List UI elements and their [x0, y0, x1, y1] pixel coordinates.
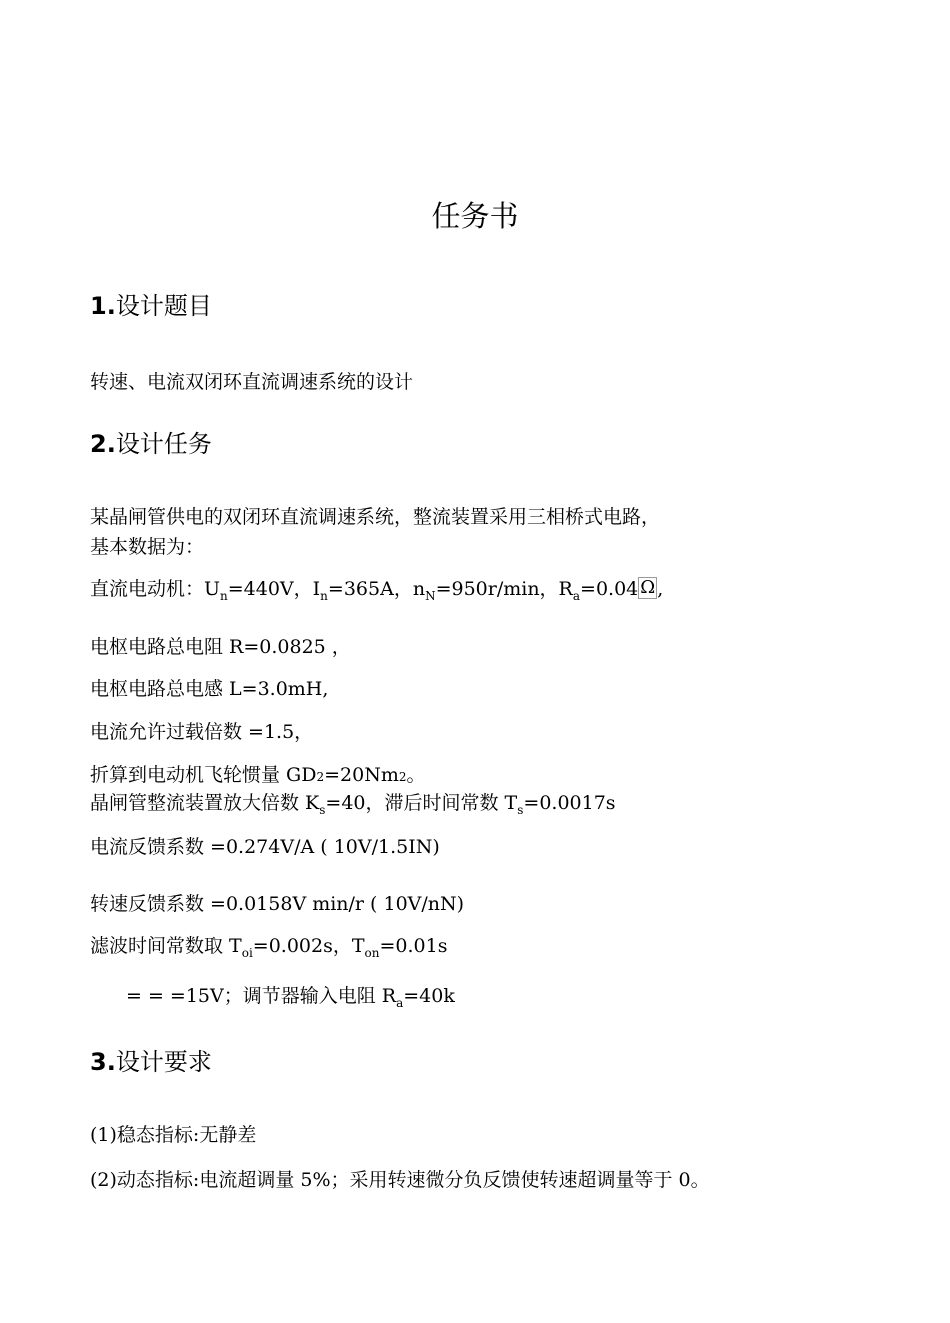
requirement-steady-state: (1)稳态指标:无静差	[90, 1124, 257, 1146]
section-heading-1	[90, 289, 212, 323]
ohm-symbol: Ω	[640, 577, 656, 598]
regulator-limits: = = =15V；调节器输入电阻 $R_a=40k$	[126, 985, 455, 1010]
section-number: 1.	[90, 292, 116, 320]
section-title: 设计题目	[115, 292, 212, 320]
section-number: 2.	[90, 430, 116, 458]
section-title: 设计要求	[115, 1048, 212, 1076]
task-intro-line-2: 基本数据为：	[90, 536, 205, 558]
design-topic: 转速、电流双闭环直流调速系统的设计	[90, 371, 414, 393]
motor-parameters: 直流电动机：$U_n=440V$，$I_n=365A$，$n_N=950r/\min$，$R_a=0.04$ Ω ,	[90, 577, 664, 603]
filter-time-constants: 滤波时间常数取 $T_{oi}=0.002s$，$T_{on}=0.01s$	[90, 935, 448, 960]
speed-feedback-coefficient: 转速反馈系数 =0.0158V min/r ( 10V/nN)	[90, 893, 465, 915]
section-number: 3.	[90, 1048, 116, 1076]
current-feedback-coefficient: 电流反馈系数 =0.274V/A ( 10V/1.5IN)	[90, 836, 440, 858]
document-title: 任务书	[431, 199, 519, 233]
overload-factor: 电流允许过载倍数 =1.5，	[90, 721, 314, 743]
armature-resistance: 电枢电路总电阻 R=0.0825 ，	[90, 636, 351, 658]
section-heading-3	[90, 1045, 212, 1079]
flywheel-inertia: 折算到电动机飞轮惯量 GD2=20Nm2。	[90, 764, 426, 786]
section-title: 设计任务	[115, 430, 212, 458]
task-intro-line-1: 某晶闸管供电的双闭环直流调速系统，整流装置采用三相桥式电路，	[90, 506, 661, 528]
armature-inductance: 电枢电路总电感 L=3.0mH,	[90, 678, 329, 700]
section-heading-2	[90, 427, 212, 461]
requirement-dynamic: (2)动态指标:电流超调量 5%；采用转速微分负反馈使转速超调量等于 0。	[90, 1169, 710, 1191]
thyristor-parameters: 晶闸管整流装置放大倍数 $K_s=40$，滞后时间常数 $T_s=0.0017s$	[90, 792, 616, 817]
